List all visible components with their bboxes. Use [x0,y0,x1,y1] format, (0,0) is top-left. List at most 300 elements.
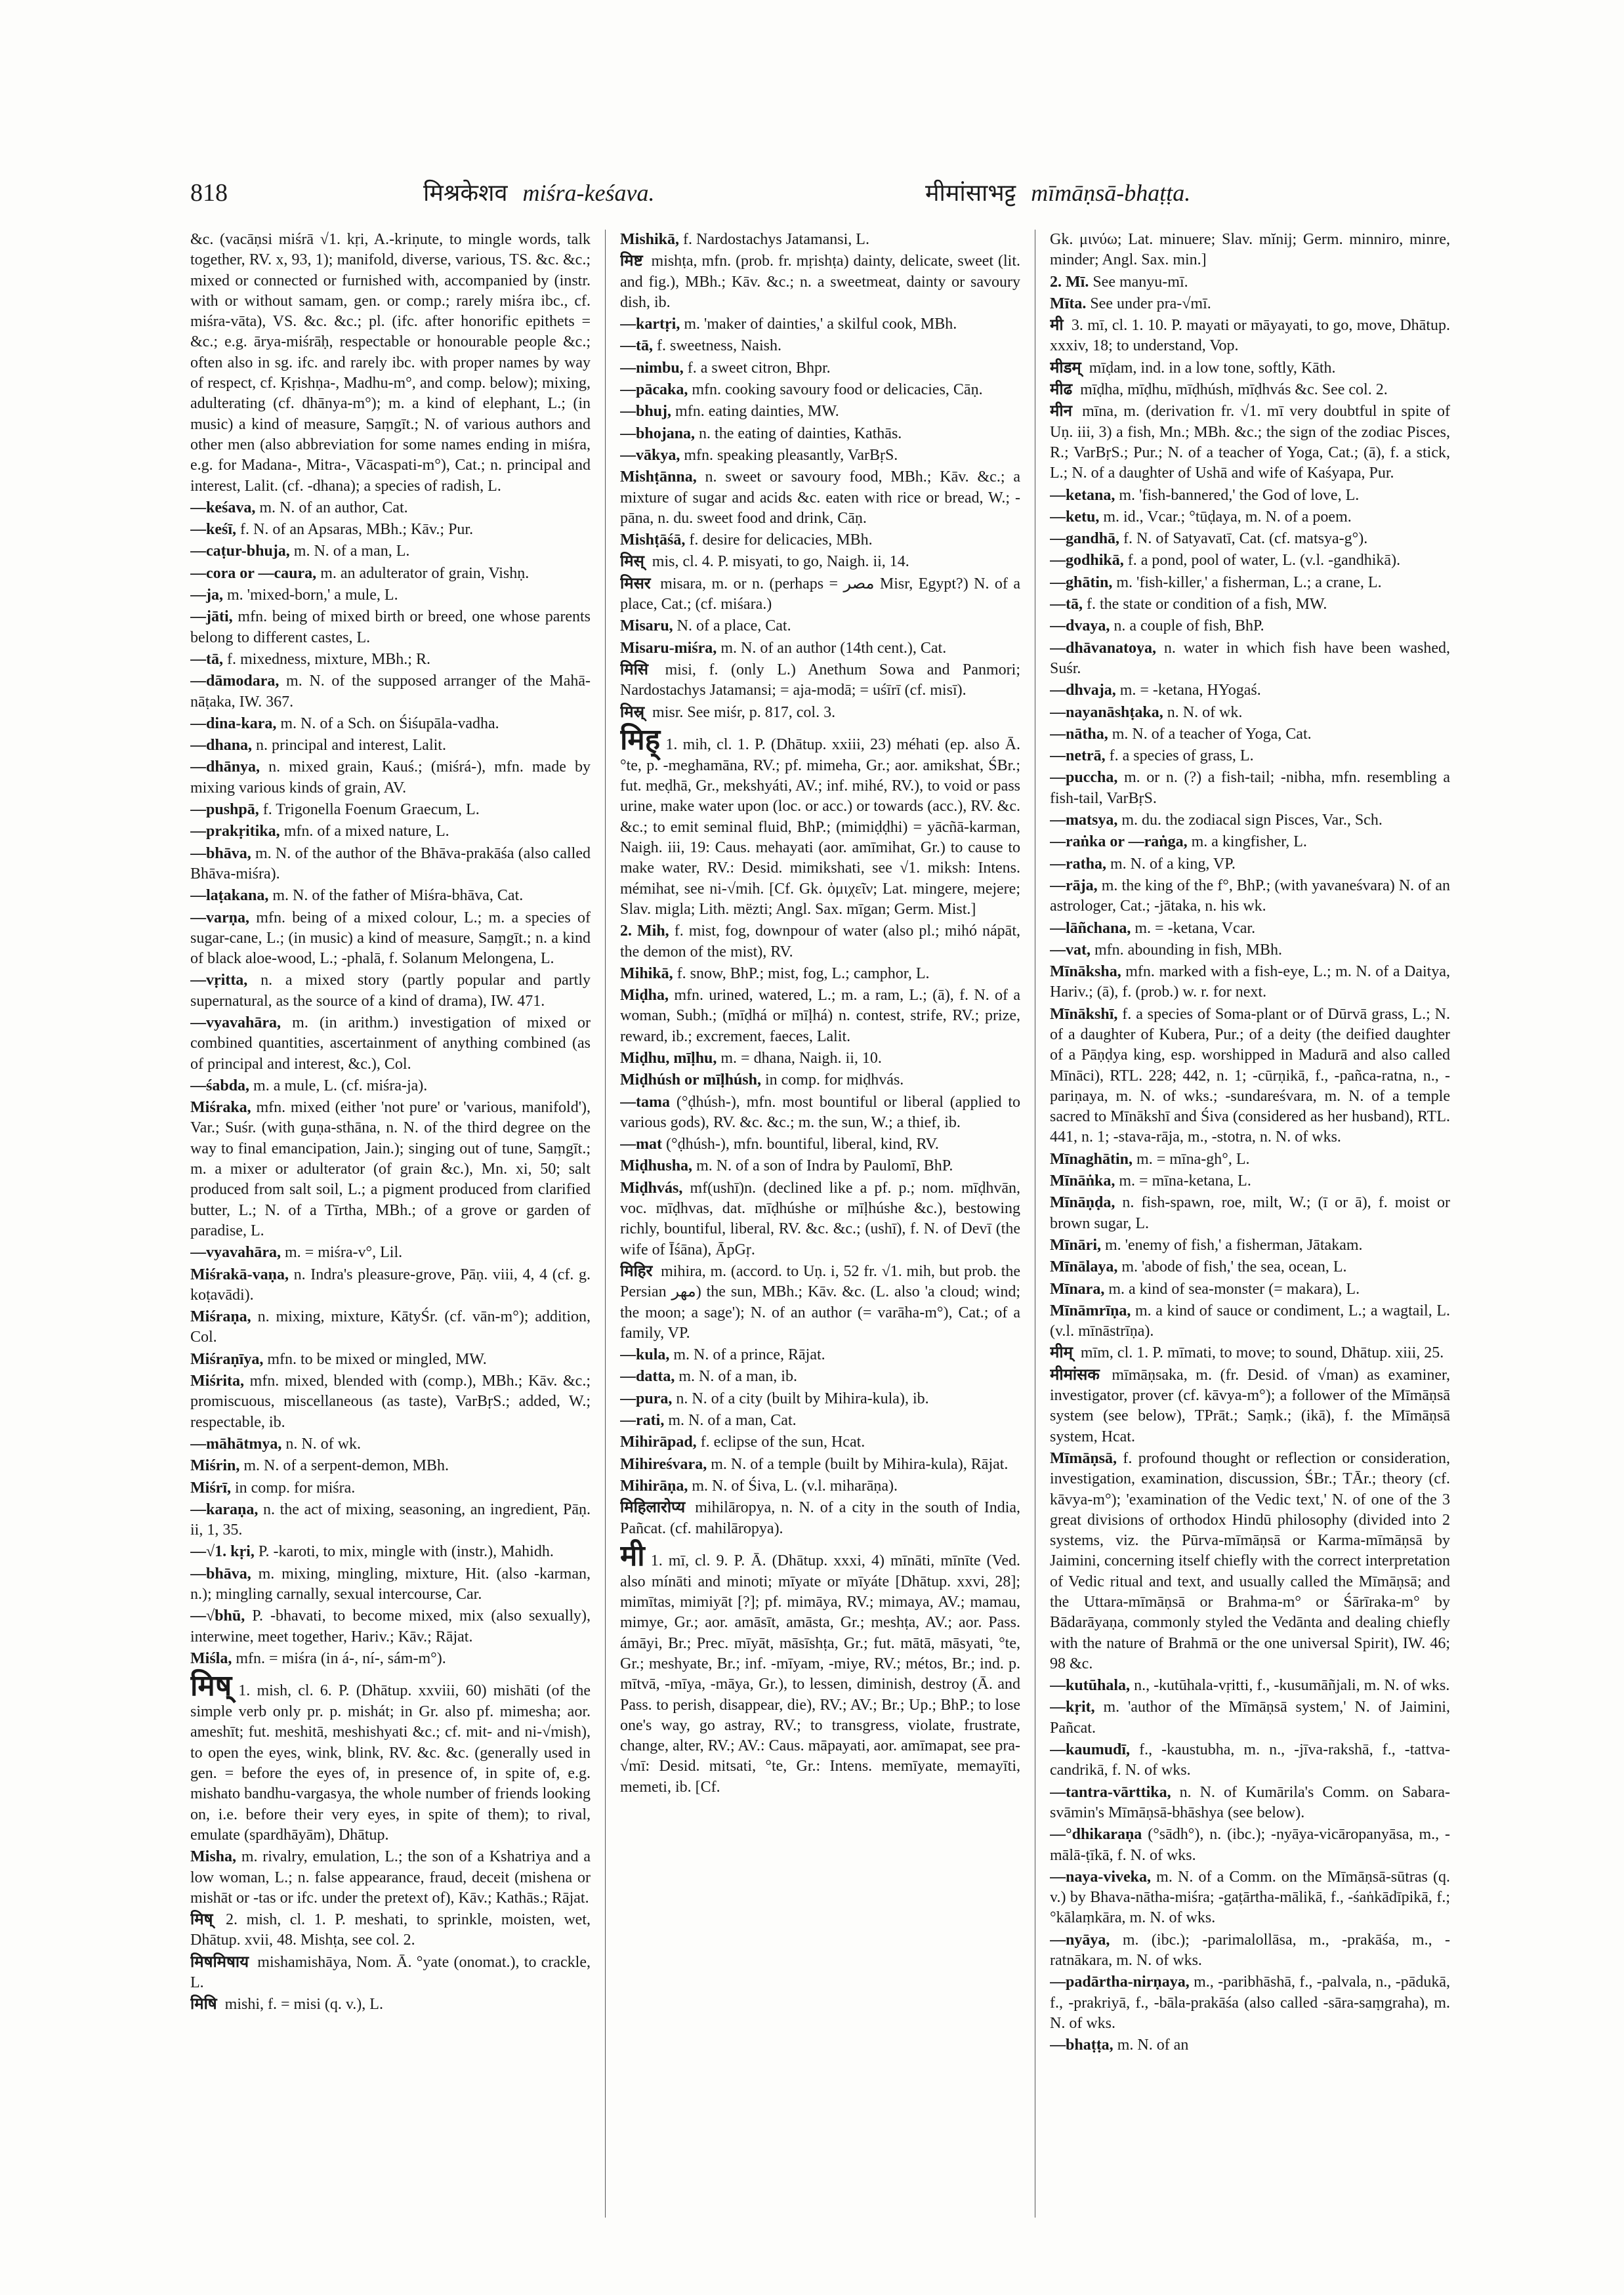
entry-definition: m. id., Vcar.; °tūḍaya, m. N. of a poem. [1103,508,1352,526]
entry-definition: m. N. of a man, ib. [678,1368,797,1386]
running-header [190,176,1450,218]
dictionary-entry [620,552,1020,572]
header-last-entry [925,176,1190,210]
dictionary-entry [620,1048,1020,1069]
entry-headword: —śabda, [190,1077,250,1094]
dictionary-entry [190,1847,591,1909]
entry-headword: Mīnāri, [1050,1236,1101,1254]
dictionary-entry [1050,1149,1450,1170]
dictionary-entry [620,985,1020,1047]
dictionary-entry [1050,1301,1450,1342]
entry-definition: m. 'abode of fish,' the sea, ocean, L. [1121,1258,1347,1276]
header-last-entry-roman: mīmāṇsā-bhaṭṭa. [1031,180,1191,206]
entry-headword: —ratha, [1050,855,1106,873]
dictionary-entry [620,1134,1020,1155]
dictionary-entry [1050,294,1450,314]
entry-headword: मीन [1050,403,1072,421]
dictionary-entry [1050,1740,1450,1781]
entry-definition: m. = -ketana, HYogaś. [1119,682,1261,699]
entry-headword: —māhātmya, [190,1435,282,1453]
dictionary-entry [1050,919,1450,939]
entry-definition: m. N. of an author (14th cent.), Cat. [720,639,947,657]
dictionary-entry [1050,854,1450,875]
entry-headword: Miśraṇa, [190,1308,251,1326]
entry-definition: in comp. for miḍhvás. [764,1071,904,1089]
entry-definition: m. N. of a serpent-demon, MBh. [243,1457,449,1475]
dictionary-entry [1050,550,1450,571]
entry-definition: mishamishāya, Nom. Ā. °yate (onomat.), to crackle, L. [190,1953,591,1992]
dictionary-entry [1050,1697,1450,1739]
entry-definition: (°ḍhúsh-), mfn. bountiful, liberal, kind, RV. [665,1136,939,1153]
dictionary-entry [620,380,1020,400]
entry-definition: 3. mī, cl. 1. 10. P. mayati or māyayati, to go, move, Dhātup. xxxiv, 18; to understand, Vop. [1050,317,1450,355]
dictionary-entry [620,1070,1020,1090]
entry-definition: mfn. being of mixed birth or breed, one whose parents belong to different castes, L. [190,608,591,646]
dictionary-entry [190,1478,591,1499]
entry-headword: मिष्ट [620,253,643,270]
dictionary-entry [1050,1365,1450,1447]
entry-definition: n. N. of Kumārila's Comm. on Sabara-svāmin's Mīmāṇsā-bhāshya (see below). [1050,1783,1450,1821]
dictionary-entry [190,650,591,670]
dictionary-entry [190,970,591,1012]
entry-definition: Gk. μινύω; Lat. minuere; Slav. mĭnij; Germ. minniro, minre, minder; Angl. Sax. min.] [1050,231,1450,269]
entry-definition: m. (ibc.); -parimalollāsa, m., -prakāśa, m., -ratnākara, m. N. of wks. [1050,1931,1450,1970]
entry-definition: m. = miśra-v°, Lil. [285,1244,403,1262]
dictionary-entry [620,467,1020,529]
dictionary-entry [190,1670,591,1846]
dictionary-entry [190,1350,591,1370]
entry-definition: m. 'enemy of fish,' a fisherman, Jātakam. [1105,1236,1363,1254]
dictionary-entry [620,921,1020,962]
entry-definition: n. the eating of dainties, Kathās. [699,424,902,442]
entry-definition: See manyu-mī. [1093,273,1188,291]
entry-headword: —pācaka, [620,381,688,399]
entry-headword: Miśrī, [190,1479,231,1497]
entry-headword: —puccha, [1050,769,1118,787]
header-first-entry-devanagari: मिश्रकेशव [423,180,508,206]
dictionary-entry [1050,680,1450,701]
entry-definition: m. a kind of sauce or condiment, L.; a wagtail, L. (v.l. mīnāstrīṇa). [1050,1302,1450,1340]
entry-headword: —kartṛi, [620,316,680,333]
entry-headword: Misha, [190,1848,237,1866]
entry-headword: —kutūhala, [1050,1677,1131,1695]
entry-headword: —pura, [620,1390,673,1407]
entry-headword: —vat, [1050,941,1091,959]
entry-headword: —caṭur-bhuja, [190,543,290,560]
entry-definition: n. N. of wk. [1167,703,1243,721]
entry-headword: मिह् [620,723,661,756]
entry-definition: f. a species of Soma-plant or of Dūrvā grass, L.; N. of a daughter of Kubera, Pur.; of a deity (the deified daughter of a Pāṇḍya king, esp. worshipped in Madurā and also called Mīnāci), RTL. 228; 442, n. 1; -cūrṇikā, f., -pañca-ratna, n., -pariṇaya, m. N. of wks.; -sundareśvara, m. N. of a temple sacred to Mīnākshī and Śiva (considered as her husband), RTL. 441, n. 1; -stava-rāja, m., -stotra, n. N. of wks. [1050,1005,1450,1146]
entry-definition: mfn. to be mixed or mingled, MW. [267,1350,487,1368]
entry-headword: Miśraṇīya, [190,1350,264,1368]
entry-definition: misi, f. (only L.) Anethum Sowa and Panmori; Nardostachys Jatamansi; = aja-modā; = uśīrī (cf. misī). [620,661,1020,699]
entry-headword: Miśrin, [190,1457,240,1475]
dictionary-entry [190,886,591,906]
entry-headword: Misaru, [620,617,673,635]
entry-definition: mis, cl. 4. P. misyati, to go, Naigh. ii, 14. [652,553,909,571]
entry-definition: m. N. of a teacher of Yoga, Cat. [1112,725,1312,743]
entry-definition: m. = mīna-gh°, L. [1136,1150,1250,1168]
entry-headword: मिष् [190,1670,232,1703]
entry-headword: Mishṭāśā, [620,531,686,549]
entry-headword: —nātha, [1050,725,1108,743]
entry-definition: m. N. of the supposed arranger of the Mahā-nāṭaka, IW. 367. [190,672,591,711]
entry-definition: mihilāropya, n. N. of a city in the south of India, Pañcat. (cf. mahilāropya). [620,1499,1020,1537]
entry-headword: —datta, [620,1368,675,1386]
entry-definition: f. mist, fog, downpour of water (also pl.; mihó nápāt, the demon of the mist), RV. [620,922,1020,961]
entry-definition: mfn. of a mixed nature, L. [283,823,449,840]
entry-definition: mihira, m. (accord. to Uṇ. i, 52 fr. √1. mih, but prob. the Persian مهر) the sun, MBh.; Kāv. &c. (L. also 'a cloud; wind; the moon; a sage'); N. of an author (= varāha-m°), Cat.; of a family, VP. [620,1262,1020,1342]
entry-headword: —bhāva, [190,844,251,862]
entry-definition: m. N. of a temple (built by Mihira-kula), Rājat. [711,1455,1009,1473]
entry-definition: m. or n. (?) a fish-tail; -nibha, mfn. resembling a fish-tail, VarBṛS. [1050,769,1450,807]
entry-headword: —tantra-vārttika, [1050,1783,1171,1801]
dictionary-entry [1050,1235,1450,1256]
entry-headword: Mihikā, [620,964,673,982]
dictionary-entry [1050,703,1450,723]
header-last-entry-devanagari: मीमांसाभट्ट [925,180,1016,206]
dictionary-entry [190,1649,591,1669]
entry-headword: मिहिर [620,1262,653,1280]
dictionary-entry [190,800,591,820]
entry-headword: Mishṭānna, [620,468,697,486]
dictionary-entry [190,498,591,518]
entry-headword: —ghātin, [1050,573,1113,591]
entry-definition: See under pra-√mī. [1090,295,1211,312]
dictionary-entry [190,908,591,970]
entry-headword: Mihirāpad, [620,1434,697,1451]
dictionary-entry [620,402,1020,422]
dictionary-entry [190,607,591,648]
entry-definition: m. N. of the father of Miśra-bhāva, Cat. [272,887,524,905]
entry-definition: n. principal and interest, Lalit. [256,737,446,755]
dictionary-entry [620,616,1020,636]
entry-definition: misara, m. or n. (perhaps = مصر Misr, Egypt?) N. of a place, Cat.; (cf. miśara.) [620,575,1020,613]
dictionary-entry [1050,1257,1450,1277]
entry-headword: —keśī, [190,521,237,539]
entry-headword: —lāñchana, [1050,919,1131,937]
dictionary-entry [190,1564,591,1605]
dictionary-entry [1050,486,1450,506]
entry-headword: —dāmodara, [190,672,280,690]
dictionary-entry [190,714,591,734]
dictionary-entry [620,358,1020,379]
entry-definition: n. the act of mixing, seasoning, an ingredient, Pāṇ. ii, 1, 35. [190,1500,591,1539]
entry-definition: f. mixedness, mixture, MBh.; R. [227,650,430,668]
entry-definition: f. N. of Satyavatī, Cat. (cf. matsya-g°). [1123,530,1368,548]
entry-definition: mfn. abounding in fish, MBh. [1094,941,1282,959]
entry-definition: f. Trigonella Foenum Graecum, L. [262,801,480,819]
entry-definition: m. rivalry, emulation, L.; the son of a Kshatriya and a low woman, L.; n. false appearance, fraud, deceit (mishena or mishāt or -tas or ifc. under the pretext of), Kāv.; Kathās.; Rājat. [190,1848,591,1907]
dictionary-entry [620,424,1020,444]
dictionary-entry [1050,1930,1450,1972]
entry-headword: Miḍhvás, [620,1179,683,1197]
dictionary-entry [620,1345,1020,1365]
entry-headword: Mīnāṇḍa, [1050,1194,1115,1212]
entry-definition: m. N. of a king, VP. [1110,855,1236,873]
entry-definition: n. sweet or savoury food, MBh.; Kāv. &c.; a mixture of sugar and acids &c. eaten with rice or bread, W.; -pāna, n. du. sweet food and drink, Cāṇ. [620,468,1020,527]
dictionary-entry [1050,402,1450,484]
entry-definition: N. of a place, Cat. [677,617,791,635]
entry-headword: मिसि [620,661,649,678]
dictionary-columns [190,230,1450,2224]
entry-headword: —matsya, [1050,812,1118,829]
dictionary-entry [1050,746,1450,766]
entry-headword: Miśla, [190,1649,232,1667]
column-divider [605,230,606,2218]
dictionary-entry [1050,962,1450,1003]
entry-definition: 1. mī, cl. 9. P. Ā. (Dhātup. xxxi, 4) mīnāti, mīnīte (Ved. also mínāti and minoti; mīyate or mīyáte [Dhātup. xxvi, 28]; mimītas, mimiyāt [?]; pf. mimāya, RV.; mimaya, AV.; mamau, mimye, Gr.; aor. amāsīt, amāsta, Gr.; meshṭa, AV.; aor. Pass. ámāyi, Br.; Prec. mīyāt, māsīshṭa, Gr.; fut. mātā, māsyati, °te, Gr.; meshyate, Br.; inf. -mīyam, -miye, RV.; métos, Br.; ind. p. mītvā, -mīya, -māya, Gr.), to lessen, diminish, destroy (Ā. and Pass. to perish, disappear, die), RV.; AV.; Br.; Up.; BhP.; to lose one's way, go astray, RV.; to transgress, violate, frustrate, change, alter, RV.; AV.: Caus. māpayati, aor. amīmapat, see pra-√mī: Desid. mitsati, °te, Gr.: Intens. memīyate, memayīti, memeti, ib. [Cf. [620,1552,1020,1796]
entry-headword: —ja, [190,587,223,604]
entry-definition: mīm, cl. 1. P. mīmati, to move; to sound, Dhātup. xiii, 25. [1080,1344,1444,1362]
entry-definition: mfn. mixed (either 'not pure' or 'various, manifold'), Var.; Suśr. (with guṇa-sthāna, n. N. of the third degree on the way to final emancipation, Jain.); singing out of tune, Saṃgīt.; m. a mixer or adulterator (of grain &c.), Mn. xi, 50; salt produced from salt soil, L.; a pigment produced from clarified butter, L.; N. of a Tīrtha, MBh.; of a grove or garden of paradise, L. [190,1099,591,1239]
entry-headword: —nimbu, [620,359,684,377]
entry-headword: —cora or —caura, [190,564,317,582]
entry-definition: mfn. = miśra (in á-, ní-, sám-m°). [236,1649,446,1667]
dictionary-entry [190,1243,591,1263]
entry-definition: m. N. of a Sch. on Śiśupāla-vadha. [280,714,499,732]
entry-headword: मिस्र् [620,703,645,721]
entry-headword: Mīnāṅka, [1050,1172,1115,1190]
entry-headword: —vākya, [620,446,680,464]
entry-definition: m. N. of a man, Cat. [668,1412,797,1430]
entry-headword: —nyāya, [1050,1931,1110,1949]
entry-headword: Miśraka, [190,1099,251,1117]
entry-definition: misr. See miśr, p. 817, col. 3. [652,703,836,721]
entry-definition: n. Indra's pleasure-grove, Pāṇ. viii, 4, 4 (cf. g. koṭavādi). [190,1266,591,1304]
entry-headword: —dhāvanatoya, [1050,639,1157,657]
dictionary-entry [1050,380,1450,400]
dictionary-entry [1050,1193,1450,1234]
entry-headword: Mīta. [1050,295,1087,312]
column-1 [190,230,591,2218]
header-first-entry-roman: miśra-keśava. [522,180,655,206]
entry-headword: —nayanāshṭaka, [1050,703,1163,721]
entry-definition: f. sweetness, Naish. [657,337,781,355]
dictionary-entry [620,1540,1020,1798]
dictionary-entry [190,1606,591,1647]
dictionary-entry [190,541,591,562]
header-first-entry [423,176,654,210]
entry-definition: &c. (vacāṇsi miśrā √1. kṛi, A.-kriṇute, to mingle words, talk together, RV. x, 93, 1); manifold, diverse, various, TS. &c. &c.; mixed or connected or furnished with, accompanied by (instr. with or without samam, gen. or comp.; rarely miśra ibc., cf. miśra-vāta), VS. &c. &c.; pl. (ifc. after honorific epithets = &c.; e.g. ārya-miśrāḥ, respectable or honourable people &c.; often also in sg. ifc. and rarely ibc. with proper names by way of respect, cf. Kṛishṇa-, Madhu-m°, and comp. below); mixing, adulterating (cf. dhānya-m°); m. a kind of elephant, L.; (in music) a kind of measure, Saṃgīt.; N. of various authors and other men (also abbreviation for some names ending in miśra, e.g. for Madana-, Mitra-, Vācaspati-m°), Cat.; n. principal and interest, Lalit. (cf. -dhana); a species of radish, L. [190,231,591,495]
entry-definition: P. -bhavati, to become mixed, mix (also sexually), interwine, meet together, Hariv.; Kāv.; Rājat. [190,1607,591,1645]
dictionary-entry [620,1411,1020,1431]
entry-headword: Mīnālaya, [1050,1258,1118,1276]
dictionary-entry [1050,768,1450,809]
dictionary-entry [620,964,1020,984]
entry-definition: mīna, m. (derivation fr. √1. mī very doubtful in spite of Uṇ. iii, 3) a fish, Mn.; MBh. &c.; the sign of the zodiac Pisces, R.; VarBṛS.; Pur.; N. of a teacher of Yoga, Cat.; (ā), f. a stick, L.; N. of a daughter of Ushā and wife of Kaśyapa, Pur. [1050,403,1450,482]
entry-headword: —√bhū, [190,1607,245,1625]
dictionary-entry [620,638,1020,659]
dictionary-entry [190,1995,591,2015]
entry-headword: —varṇa, [190,909,249,926]
dictionary-entry [1050,358,1450,379]
dictionary-entry [190,585,591,606]
entry-definition: m. N. of an [1117,2037,1189,2054]
entry-definition: m. (in arithm.) investigation of mixed or combined quantities, ascertainment of anything combined (as of principal and interest, &c.), Col. [190,1014,591,1073]
entry-headword: —bhāva, [190,1565,251,1582]
entry-definition: mīḍam, ind. in a low tone, softly, Kāth. [1089,359,1336,377]
entry-headword: Mīnākshī, [1050,1005,1118,1023]
entry-headword: —kaumudī, [1050,1741,1131,1759]
entry-headword: —karaṇa, [190,1500,259,1518]
entry-headword: मी [1050,317,1064,335]
entry-headword: —vṛitta, [190,972,248,989]
entry-headword: —tama [620,1093,670,1111]
dictionary-entry [620,530,1020,550]
dictionary-entry [190,1013,591,1075]
dictionary-entry [620,1389,1020,1409]
entry-definition: m. 'maker of dainties,' a skilful cook, MBh. [684,316,957,333]
dictionary-entry [190,1542,591,1562]
dictionary-entry [620,1156,1020,1176]
dictionary-entry [620,1262,1020,1344]
entry-definition: m. N. of a son of Indra by Paulomī, BhP. [696,1157,953,1175]
entry-headword: —ketu, [1050,508,1100,526]
entry-headword: —pushpā, [190,801,259,819]
entry-headword: —√1. kṛi, [190,1543,255,1561]
dictionary-entry [620,445,1020,466]
dictionary-entry [190,520,591,540]
entry-definition: f. the state or condition of a fish, MW. [1087,596,1327,613]
entry-headword: —°dhikaraṇa [1050,1826,1142,1844]
entry-headword: Miśrita, [190,1373,244,1390]
dictionary-entry [1050,810,1450,831]
entry-headword: मिषमिषाय [190,1953,249,1971]
entry-headword: —vyavahāra, [190,1244,281,1262]
entry-definition: f. snow, BhP.; mist, fog, L.; camphor, L. [677,964,930,982]
entry-headword: —kula, [620,1346,670,1364]
entry-definition: m. N. of the author of the Bhāva-prakāśa (also called Bhāva-miśra). [190,844,591,882]
entry-definition: mīmāṇsaka, m. (fr. Desid. of √man) as examiner, investigator, prover (cf. kāvya-m°); a follower of the Mīmāṇsā system (see below), TPrāt.; Saṃk.; (ikā), f. the Mīmāṇsā system, Hcat. [1050,1366,1450,1445]
entry-headword: मिसर [620,575,651,592]
entry-headword: —dina-kara, [190,714,277,732]
dictionary-entry [1050,573,1450,593]
entry-headword: —dhānya, [190,758,260,776]
entry-definition: m. an adulterator of grain, Vishṇ. [320,564,530,582]
entry-definition: f. N. of an Apsaras, MBh.; Kāv.; Pur. [240,521,474,539]
entry-headword: —vyavahāra, [190,1014,281,1031]
dictionary-entry [1050,507,1450,527]
dictionary-entry [620,574,1020,615]
entry-headword: Mīnaghātin, [1050,1150,1133,1168]
entry-headword: Miḍhusha, [620,1157,693,1175]
dictionary-entry [620,1178,1020,1260]
entry-definition: 2. mish, cl. 1. P. meshati, to sprinkle, moisten, wet, Dhātup. xvii, 48. Mishṭa, see col. 2. [190,1911,591,1949]
dictionary-entry [1050,594,1450,615]
entry-definition: (°sādh°), n. (ibc.); -nyāya-vicāropanyāsa, m., -mālā-ṭīkā, f. N. of wks. [1050,1826,1450,1864]
dictionary-entry [190,1307,591,1348]
entry-headword: मिष् [190,1911,213,1929]
entry-headword: —padārtha-nirṇaya, [1050,1974,1190,1991]
entry-definition: mishṭa, mfn. (prob. fr. mṛishṭa) dainty, delicate, sweet (lit. and fig.), MBh.; Kāv. &c.; n. a sweetmeat, dainty or savoury dish, ib. [620,253,1020,311]
dictionary-entry [1050,1867,1450,1929]
entry-headword: मिहिलारोप्य [620,1499,686,1517]
dictionary-entry [620,660,1020,701]
entry-headword: 2. Mih, [620,922,669,940]
entry-definition: n. a couple of fish, BhP. [1114,617,1264,635]
entry-definition: m. N. of Śiva, L. (v.l. miharāṇa). [692,1477,898,1495]
entry-definition: m. N. of an author, Cat. [259,499,408,516]
entry-headword: Miḍhu, mīḷhu, [620,1049,717,1067]
entry-headword: 2. Mī. [1050,273,1089,291]
entry-definition: mfn. cooking savoury food or delicacies, Cāṇ. [692,381,983,399]
entry-definition: m. = mīna-ketana, L. [1119,1172,1251,1190]
entry-headword: —bhaṭṭa, [1050,2037,1114,2054]
entry-definition: 1. mish, cl. 6. P. (Dhātup. xxviii, 60) mishāti (of the simple verb only pr. p. mishát; in Gr. also pf. mimesha; aor. ameshīt; fut. meshitā, meshishyati &c.; cf. mit- and ni-√mish), to open the eyes, wink, blink, RV. &c. &c. (generally used in gen. = before the eyes of, in presence of, in spite of, e.g. mishato bandhu-vargasya, the whole number of friends looking on, i.e. before their very eyes, in spite of them); to rival, emulate (spardhāyām), Dhātup. [190,1682,591,1844]
entry-definition: m. N. of a Comm. on the Mīmāṇsā-sūtras (q. v.) by Bhava-nātha-miśra; -gaṭārtha-mālikā, f., -śaṅkādīpikā, f.; °kālaṃkāra, m. N. of wks. [1050,1868,1450,1927]
entry-definition: f. profound thought or reflection or consideration, investigation, examination, discussion, ŚBr.; TĀr.; theory (cf. kāvya-m°); 'examination of the Vedic text,' N. of one of the 3 great divisions of orthodox Hindū philosophy (divided into 2 systems, viz. the Pūrva-mīmāṇsā or Karma-mīmāṇsā by Jaimini, concerning itself chiefly with the correct interpretation of Vedic ritual and text, and usually called the Mīmāṇsā; and the Uttara-mīmāṇsā or Brahma-m° or Śārīraka-m° by Bādarāyaṇa, commonly styled the Vedānta and dealing chiefly with the nature of Brahmā or the one universal Spirit), IW. 46; 98 &c. [1050,1449,1450,1672]
entry-definition: n. mixed grain, Kauś.; (miśrá-), mfn. made by mixing various kinds of grain, AV. [190,758,591,796]
entry-headword: —godhikā, [1050,552,1124,569]
entry-headword: —dvaya, [1050,617,1110,635]
entry-definition: f. Nardostachys Jatamansi, L. [683,231,869,248]
entry-definition: n. mixing, mixture, KātyŚr. (cf. vān-m°); addition, Col. [190,1308,591,1346]
entry-definition: m. = -ketana, Vcar. [1135,919,1256,937]
entry-headword: Misaru-miśra, [620,639,717,657]
entry-headword: Mishikā, [620,231,680,248]
dictionary-entry [1050,724,1450,745]
entry-headword: मीमांसक [1050,1366,1100,1384]
entry-definition: m. N. of a prince, Rājat. [673,1346,825,1364]
entry-headword: मीडम् [1050,359,1081,377]
entry-definition: f. a species of grass, L. [1109,747,1254,765]
dictionary-entry [190,671,591,713]
entry-headword: मीढ [1050,381,1073,399]
entry-headword: —naya-viveka, [1050,1868,1152,1886]
entry-headword: —jāti, [190,608,233,626]
entry-headword: —mat [620,1136,662,1153]
entry-headword: मिस् [620,553,644,571]
entry-definition: n. N. of wk. [285,1435,361,1453]
entry-definition: mfn. marked with a fish-eye, L.; m. N. of a Daitya, Hariv.; (ā), f. (prob.) w. r. for next. [1050,963,1450,1001]
dictionary-entry [1050,638,1450,680]
entry-headword: —prakṛitika, [190,823,280,840]
entry-definition: n. a mixed story (partly popular and partly supernatural, as the source of a kind of drama), IW. 471. [190,972,591,1010]
entry-definition: mfn. mixed, blended with (comp.), MBh.; Kāv. &c.; promiscuous, miscellaneous (as taste), VarBṛS.; added, W.; respectable, ib. [190,1373,591,1431]
dictionary-entry [1050,1004,1450,1148]
entry-headword: —ketana, [1050,486,1115,504]
dictionary-entry [1050,616,1450,636]
entry-definition: m. N. of a man, L. [293,543,410,560]
dictionary-entry [1050,1343,1450,1363]
entry-headword: —bhojana, [620,424,696,442]
entry-definition: n., -kutūhala-vṛitti, f., -kusumāñjali, m. N. of wks. [1134,1677,1450,1695]
entry-definition: m. a kind of sea-monster (= makara), L. [1108,1280,1360,1298]
dictionary-entry [1050,2035,1450,2056]
entry-definition: mīḍha, mīḍhu, mīḍhúsh, mīḍhvás &c. See col. 2. [1080,381,1388,399]
dictionary-entry [1050,832,1450,852]
dictionary-entry [1050,272,1450,293]
entry-headword: —laṭakana, [190,887,269,905]
entry-headword: Mīnāmrīṇa, [1050,1302,1131,1319]
entry-definition: m. = dhana, Naigh. ii, 10. [720,1049,882,1067]
entry-headword: Mīnāksha, [1050,963,1121,981]
entry-headword: —keśava, [190,499,256,516]
dictionary-entry [1050,230,1450,271]
entry-definition: mfn. being of a mixed colour, L.; m. a species of sugar-cane, L.; (in music) a kind of measure, Saṃgīt.; n. a kind of black aloe-wood, L.; -phalā, f. Solanum Melongena, L. [190,909,591,968]
dictionary-entry [620,1432,1020,1453]
entry-headword: —kṛit, [1050,1699,1095,1716]
entry-definition: m. 'mixed-born,' a mule, L. [227,587,398,604]
entry-headword: —netrā, [1050,747,1106,765]
entry-headword: —bhuj, [620,403,672,421]
entry-headword: Mīnara, [1050,1280,1105,1298]
dictionary-entry [620,1367,1020,1387]
entry-headword: —tā, [190,650,223,668]
dictionary-entry [1050,1972,1450,2034]
entry-definition: m., -paribhāshā, f., -palvala, n., -pādukā, f., -prakriyā, f., -bāla-prakāśa (also called -sāra-saṃgraha), m. N. of wks. [1050,1974,1450,2032]
